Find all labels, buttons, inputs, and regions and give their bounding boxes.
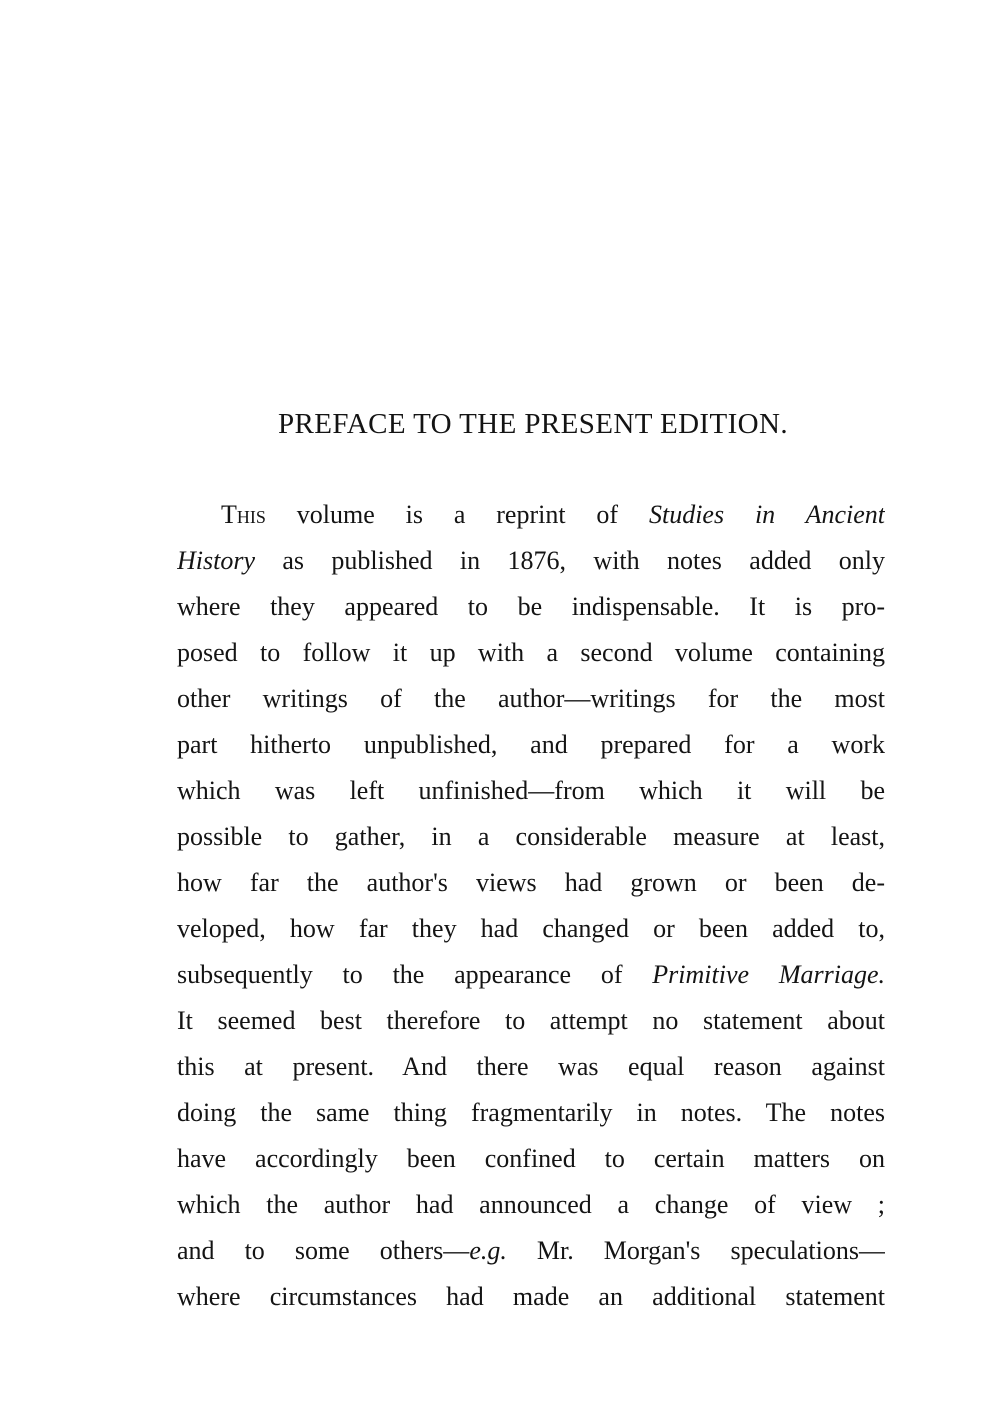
text-line — [177, 722, 885, 768]
text-run: possible to gather, in a considerable measure at least, — [177, 822, 885, 851]
text-line — [177, 1228, 885, 1274]
text-run: which was left unfinished—from which it will be — [177, 776, 885, 805]
text-line — [177, 676, 885, 722]
text-run: It seemed best therefore to attempt no statement about — [177, 1006, 885, 1035]
text-run: subsequently to the appearance of — [177, 960, 653, 989]
text-line — [177, 768, 885, 814]
italic-text: Studies in Ancient — [648, 500, 885, 529]
text-line — [177, 1044, 885, 1090]
text-line — [177, 584, 885, 630]
text-line — [177, 1136, 885, 1182]
text-line — [177, 1090, 885, 1136]
preface-heading: PREFACE TO THE PRESENT EDITION. — [277, 408, 788, 440]
text-run: how far the author's views had grown or been de- — [177, 868, 885, 897]
small-caps-text: This — [221, 500, 266, 529]
text-run: have accordingly been confined to certain matters on — [177, 1144, 885, 1173]
text-line — [177, 630, 885, 676]
preface-body — [177, 492, 885, 1320]
italic-text: e.g. — [469, 1236, 507, 1265]
text-run: and to some others— — [177, 1236, 470, 1265]
italic-text: History — [177, 546, 255, 575]
text-run: doing the same thing fragmentarily in notes. The notes — [177, 1098, 885, 1127]
text-line — [177, 860, 885, 906]
text-run: posed to follow it up with a second volume containing — [177, 638, 885, 667]
text-run: as published in 1876, with notes added only — [255, 546, 885, 575]
text-run: Mr. Morgan's speculations— — [506, 1236, 885, 1265]
text-line — [177, 1274, 885, 1320]
text-line — [177, 1182, 885, 1228]
text-run: part hitherto unpublished, and prepared for a work — [177, 730, 885, 759]
text-line — [177, 952, 885, 998]
text-line — [177, 814, 885, 860]
text-line — [177, 492, 885, 538]
text-run: this at present. And there was equal reason against — [177, 1052, 885, 1081]
text-line — [177, 906, 885, 952]
text-line — [177, 998, 885, 1044]
text-run: volume is a reprint of — [265, 500, 649, 529]
text-run: where they appeared to be indispensable. It is pro- — [177, 592, 885, 621]
text-run: veloped, how far they had changed or been added to, — [177, 914, 885, 943]
text-run: which the author had announced a change of view ; — [177, 1190, 885, 1219]
italic-text: Primitive Marriage. — [652, 960, 885, 989]
text-run: where circumstances had made an additional statement — [177, 1282, 885, 1311]
text-line — [177, 538, 885, 584]
text-run: other writings of the author—writings for the most — [177, 684, 885, 713]
